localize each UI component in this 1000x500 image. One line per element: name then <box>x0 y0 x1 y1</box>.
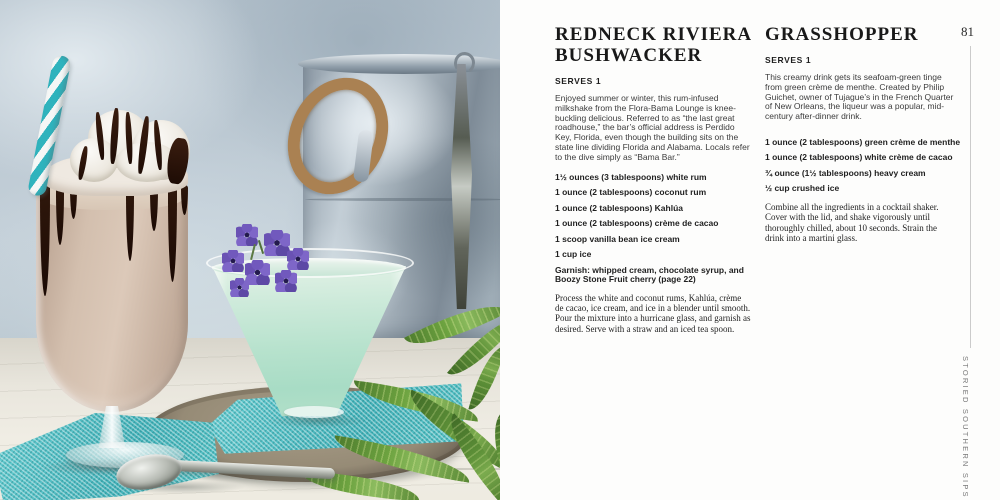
ingredient: 1 ounce (2 tablespoons) crème de cacao <box>555 218 719 229</box>
ingredient: 1 ounce (2 tablespoons) Kahlúa <box>555 202 683 213</box>
recipe-title <box>555 24 751 66</box>
recipe-title-line: BUSHWACKER <box>555 45 703 66</box>
verbena-flower <box>222 250 244 272</box>
ingredient: 1½ ounces (3 tablespoons) white rum <box>555 171 707 182</box>
ingredient: ¾ ounce (1½ tablespoons) heavy cream <box>765 167 926 178</box>
recipe-method: Process the white and coconut rums, Kahlúa, crème de cacao, ice cream, and ice in a blender until smooth. Pour the mixture into a hurricane glass, and garnish as desired. Serve with a straw and an iced tea spoon. <box>555 292 751 334</box>
serves-label: SERVES 1 <box>765 55 812 65</box>
recipe-page <box>500 0 1000 500</box>
recipe-method: Combine all the ingredients in a cocktail shaker. Cover with the lid, and shake vigorously until thoroughly chilled, about 10 seconds. Strain the drink into a martini glass. <box>765 201 939 244</box>
ingredient-garnish: Garnish: whipped cream, chocolate syrup, and Boozy Stone Fruit cherry (page 22) <box>555 264 744 285</box>
ingredient: ½ cup crushed ice <box>765 183 840 194</box>
recipe-title <box>765 24 955 45</box>
recipe-bushwacker <box>555 24 751 334</box>
recipe-intro: Enjoyed summer or winter, this rum-infused milkshake from the Flora-Bama Lounge is knee-buckling delicious. Referred to as “the last great roadhouse,” the bar’s official address is Perdido Key, Florida, even though the building sits on the state line dividing Florida and Alabama. Locals refer to the dive simply as “Bama Bar.” <box>555 93 750 162</box>
recipe-intro: This creamy drink gets its seafoam-green tinge from green crème de menthe. Created by Philip Guichet, owner of Tujague’s in the French Quarter of New Orleans, the liqueur was a popular, mid-century after-dinner drink. <box>765 72 954 122</box>
recipe-title-line: GRASSHOPPER <box>765 24 919 45</box>
martini-glass-base <box>284 406 344 418</box>
verbena-flower <box>275 270 297 292</box>
verbena-flower <box>236 224 258 246</box>
recipe-title-line: REDNECK RIVIERA <box>555 24 753 45</box>
ingredient: 1 ounce (2 tablespoons) green crème de menthe <box>765 136 961 147</box>
ingredient: 1 scoop vanilla bean ice cream <box>555 233 680 244</box>
verbena-flower <box>230 278 249 297</box>
ingredient: 1 cup ice <box>555 249 592 260</box>
ingredient-list <box>765 136 961 194</box>
vertical-rule <box>970 46 971 348</box>
page-number: 81 <box>961 24 974 39</box>
recipe-grasshopper <box>765 24 961 244</box>
ingredient-list <box>555 173 751 285</box>
chapter-sidebar-label: STORIED SOUTHERN SIPS <box>961 356 970 499</box>
ingredient: 1 ounce (2 tablespoons) white crème de cacao <box>765 152 953 163</box>
verbena-flower <box>287 248 309 270</box>
ingredient: 1 ounce (2 tablespoons) coconut rum <box>555 187 707 198</box>
serves-label: SERVES 1 <box>555 76 602 86</box>
